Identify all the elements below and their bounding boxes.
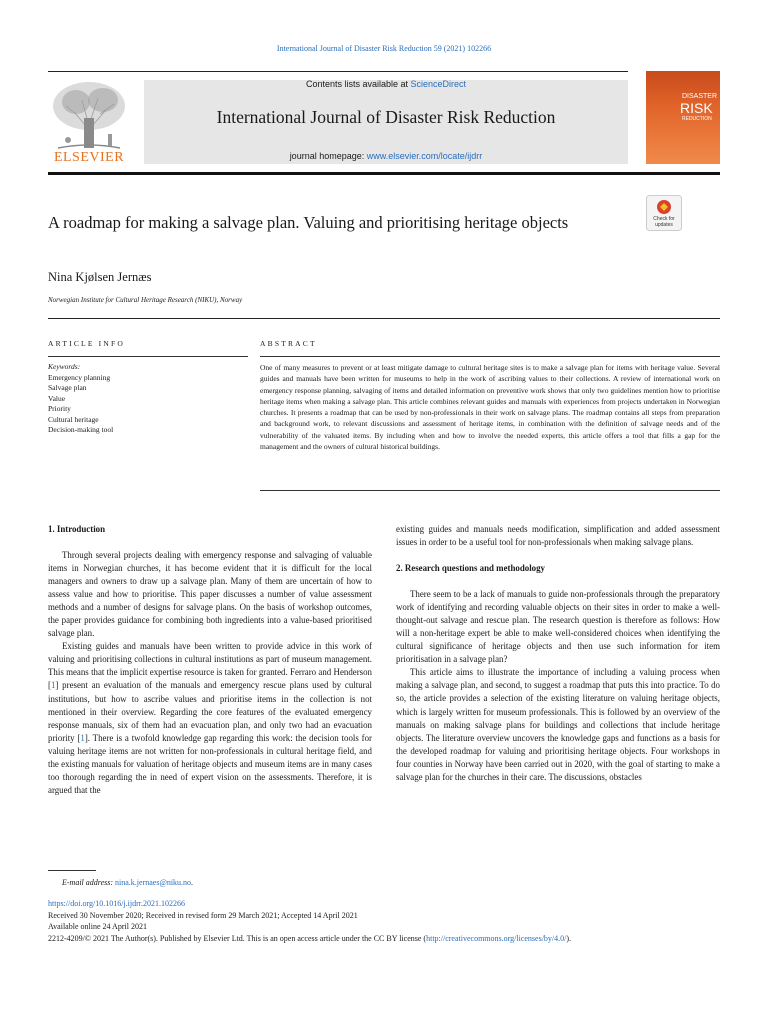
paragraph: There seem to be a lack of manuals to guide non-professionals through the preparatory work of identifying and recording valuable objects on their sites in order to make a well-thought-out salvage and rescue plan. The research question is therefore as follows: How will a non-heritage expert be able to make well-considered choices when identifying the cultural significance of heritage objects and then use such information for item prioritisation in a salvage plan? [396, 589, 720, 665]
keywords-heading: Keywords: [48, 362, 81, 371]
footnote-rule [48, 870, 96, 871]
homepage-prefix: journal homepage: [289, 151, 367, 161]
divider [260, 490, 720, 491]
paragraph: existing guides and manuals needs modification, simplification and added assessment issues in order to be a useful tool for non-professionals when making salvage plans. [396, 524, 720, 548]
journal-title: International Journal of Disaster Risk Reduction [216, 107, 556, 127]
divider [260, 356, 720, 357]
paragraph-text: ] present an evaluation of the manuals and emergency rescue plans used by cultural institutions, but how to ascribe values and prioritise items in the collection is not mentioned in their overview. Regarding the core features of the evaluated emergency response manuals, six of them had an evacuation plan, and only two had an evacuation priority [ [48, 680, 372, 743]
email-label: E-mail address: [62, 878, 116, 887]
available-online: Available online 24 April 2021 [48, 922, 147, 931]
cover-word-3: REDUCTION [682, 116, 712, 122]
paragraph-text: Existing guides and manuals have been written to provide advice in this work of valuing and prioritising collections in cultural institutions as part of museum management. This means that the implicit expertise resource is taken for granted. Ferraro and Henderson [ [48, 641, 372, 691]
body-column-right [396, 523, 720, 784]
article-info-heading: ARTICLE INFO [48, 339, 125, 348]
license-text: ). [566, 933, 572, 943]
divider [48, 356, 248, 357]
divider [48, 318, 720, 319]
email-link[interactable]: nina.k.jernaes@niku.no [115, 878, 192, 887]
article-title: A roadmap for making a salvage plan. Valuing and prioritising heritage objects [48, 213, 569, 232]
keyword-item: Value [48, 393, 66, 403]
body-column-left [48, 523, 372, 797]
cover-word-2: RISK [680, 100, 713, 116]
homepage-line [144, 151, 628, 161]
contents-line [144, 79, 628, 89]
license-line [48, 933, 720, 945]
header-thick-rule [48, 172, 720, 175]
author-name: Nina Kjølsen Jernæs [48, 270, 152, 284]
reference-link[interactable]: 1 [50, 680, 56, 691]
paragraph: Through several projects dealing with emergency response and salvaging of valuable items in Norwegian churches, it has become evident that it is difficult for the local managers and owners to draw up a salvage plan. Many of them are uncertain of how to assess value and how to prioritise. This paper discusses a number of value assessment methods and a number of designs for salvage plans. On the basis of workshop outcomes, the paper provides guidance for combining both ingredients into a value-based prioritised salvage plan. [48, 550, 372, 639]
divider [48, 71, 628, 72]
abstract-heading: ABSTRACT [260, 339, 317, 348]
section-heading-introduction: 1. Introduction [48, 524, 106, 534]
check-updates-label: Check for updates [653, 216, 675, 228]
paragraph: This article aims to illustrate the importance of including a valuing process when making a salvage plan, and second, to suggest a roadmap that puts this into practice. To do so, the article provides a selection of the existing literature on valuing heritage objects, which is largely written for museum professionals. This is followed by an overview of the manuals on making salvage plans for buildings and collections that include heritage objects. The literature overview uncovers the knowledge gaps and functions as a basis for the developed roadmap for valuing and prioritising heritage objects. Four workshops in four counties in Norway have been carried out in 2020, with the goal of starting to make a salvage plan for the churches in their care. The discussions, obstacles [396, 667, 720, 782]
author-affiliation: Norwegian Institute for Cultural Heritage Research (NIKU), Norway [48, 296, 243, 304]
article-front-matter [48, 898, 720, 944]
doi-link[interactable]: https://doi.org/10.1016/j.ijdrr.2021.102266 [48, 899, 185, 908]
journal-citation-link[interactable]: International Journal of Disaster Risk Reduction 59 (2021) 102266 [276, 44, 492, 53]
contents-prefix: Contents lists available at [305, 79, 411, 89]
license-text: 2212-4209/© 2021 The Author(s). Published by Elsevier Ltd. This is an open access article under the CC BY license ( [48, 933, 427, 943]
check-for-updates-badge[interactable] [646, 195, 682, 231]
elsevier-wordmark: ELSEVIER [53, 150, 125, 165]
keyword-item: Decision-making tool [48, 425, 114, 434]
sciencedirect-link[interactable]: ScienceDirect [410, 79, 467, 89]
reference-link[interactable]: 1 [80, 732, 85, 743]
keyword-item: Priority [48, 404, 71, 413]
email-suffix: . [191, 878, 194, 887]
abstract-text: One of many measures to prevent or at least mitigate damage to cultural heritage sites is to make a salvage plan for items with heritage value. Several guides and manuals have been written for museums to help in the work of ascribing values to their collections. A review of international work on emergency response planning, salvaging of items and detailed information on preventive work shows that only two guidelines mention how to prioritise heritage items when making a salvage plan. This article combines relevant guides and manuals with experiences from projects undertaken in Norwegian churches. It presents a roadmap that can be used by non-professionals in their work on salvage plans. The roadmap contains all steps from preparation and background work, to relevant discussions and assessment of heritage items, in combination with the definition of salvage needs and of the vulnerability of the valuated items. By including when and how to involve the needed experts, this article offers a tool that fills a gap for the management and the owners of cultural historical buildings. [260, 363, 720, 451]
keywords-block [48, 362, 248, 436]
keyword-item: Cultural heritage [48, 414, 99, 424]
cover-word-1: DISASTER [682, 93, 718, 100]
journal-cover-thumbnail[interactable] [646, 71, 720, 164]
section-heading-research-questions: 2. Research questions and methodology [396, 563, 545, 574]
email-footnote [48, 878, 193, 887]
keyword-item: Salvage plan [48, 383, 87, 392]
homepage-link[interactable]: www.elsevier.com/locate/ijdrr [366, 151, 483, 161]
paragraph [48, 640, 372, 797]
paragraph-text: ]. There is a twofold knowledge gap regarding this work: the decision tools for valuing heritage items are not written for non-professionals in cultural heritage field, and the existing manuals for valuation of heritage objects and museum items are in many cases too thorough regarding the in need of expert vision on the assessments. Therefore, it is argued that the [48, 732, 372, 795]
license-link[interactable]: http://creativecommons.org/licenses/by/4.0/ [426, 933, 567, 943]
received-dates: Received 30 November 2020; Received in revised form 29 March 2021; Accepted 14 April 2021 [48, 910, 358, 920]
keyword-item: Emergency planning [48, 372, 111, 382]
